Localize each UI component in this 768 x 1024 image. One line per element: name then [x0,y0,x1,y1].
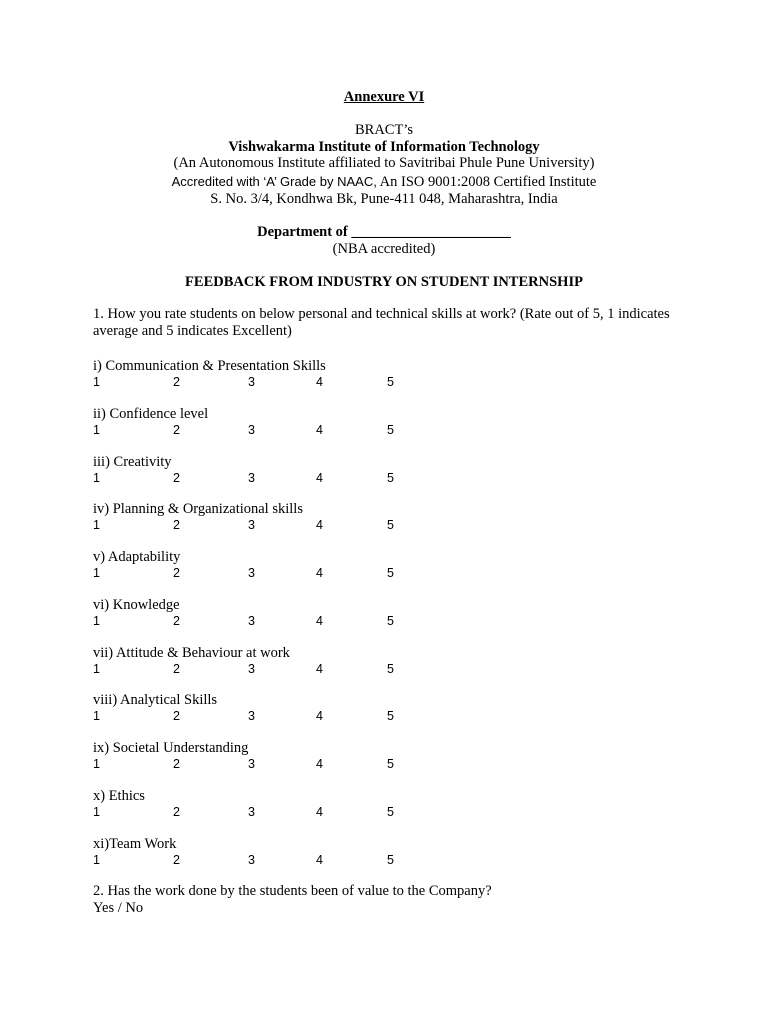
department-field: Department of ______________________ [257,224,511,240]
rating-option-4[interactable]: 4 [316,613,323,628]
rating-option-2[interactable]: 2 [173,566,180,580]
rating-option-1[interactable]: 1 [93,757,100,771]
rating-option-5[interactable]: 5 [387,757,394,771]
rating-option-2[interactable]: 2 [173,375,180,389]
rating-option-5[interactable]: 5 [387,375,394,389]
skill-label: vi) Knowledge [93,596,180,613]
skill-label: v) Adaptability [93,549,181,565]
annexure-title: Annexure VI [343,89,425,105]
affiliation-line: (An Autonomous Institute affiliated to Savitribai Phule Pune University) [173,155,595,171]
nba-note: (NBA accredited) [332,241,436,257]
rating-option-4[interactable]: 4 [316,757,323,771]
rating-option-1[interactable]: 1 [93,852,100,867]
rating-option-5[interactable]: 5 [387,709,394,724]
rating-option-1[interactable]: 1 [93,375,100,389]
rating-option-3[interactable]: 3 [248,375,255,389]
rating-option-3[interactable]: 3 [248,518,255,533]
rating-option-4[interactable]: 4 [316,422,323,437]
address-line: S. No. 3/4, Kondhwa Bk, Pune-411 048, Maharashtra, India [210,191,558,207]
rating-option-1[interactable]: 1 [93,470,100,485]
rating-option-4[interactable]: 4 [316,566,323,580]
rating-option-4[interactable]: 4 [316,375,323,389]
org-prefix: BRACT’s [354,122,413,138]
rating-option-3[interactable]: 3 [248,613,255,628]
rating-option-5[interactable]: 5 [387,661,394,676]
rating-option-5[interactable]: 5 [387,470,394,485]
rating-option-3[interactable]: 3 [248,709,255,724]
institute-name: Vishwakarma Institute of Information Technology [228,139,540,155]
rating-option-2[interactable]: 2 [173,422,180,437]
form-title: FEEDBACK FROM INDUSTRY ON STUDENT INTERNSHIP [185,274,583,290]
accreditation-iso: An ISO 9001:2008 Certified Institute [376,174,597,190]
rating-option-3[interactable]: 3 [248,661,255,676]
rating-option-4[interactable]: 4 [316,804,323,819]
skill-label: vii) Attitude & Behaviour at work [93,644,290,661]
rating-option-5[interactable]: 5 [387,852,394,867]
rating-option-3[interactable]: 3 [248,566,255,580]
rating-option-1[interactable]: 1 [93,661,100,676]
rating-option-5[interactable]: 5 [387,518,394,533]
skill-label: iii) Creativity [93,453,172,470]
rating-option-5[interactable]: 5 [387,422,394,437]
rating-option-3[interactable]: 3 [248,757,255,771]
accreditation-naac: Accredited with ‘A’ Grade by NAAC, [171,174,377,189]
skill-label: viii) Analytical Skills [93,692,218,709]
rating-option-2[interactable]: 2 [173,852,180,867]
rating-option-1[interactable]: 1 [93,566,100,580]
rating-option-5[interactable]: 5 [387,804,394,819]
skill-label: i) Communication & Presentation Skills [93,358,326,374]
skill-label: xi)Team Work [93,835,177,852]
rating-option-1[interactable]: 1 [93,422,100,437]
rating-option-2[interactable]: 2 [173,661,180,676]
rating-option-2[interactable]: 2 [173,757,180,771]
rating-option-2[interactable]: 2 [173,804,180,819]
rating-option-3[interactable]: 3 [248,470,255,485]
rating-option-1[interactable]: 1 [93,518,100,533]
skill-label: ix) Societal Understanding [93,740,249,756]
skill-label: x) Ethics [93,787,145,804]
rating-option-2[interactable]: 2 [173,518,180,533]
rating-option-2[interactable]: 2 [173,470,180,485]
rating-option-5[interactable]: 5 [387,613,394,628]
question-2: 2. Has the work done by the students been of value to the Company? [93,883,492,899]
skill-label: ii) Confidence level [93,405,209,422]
rating-option-3[interactable]: 3 [248,852,255,867]
question-1: 1. How you rate students on below personal and technical skills at work? (Rate out of 5, 1 indicates average and 5 indicates Excellent) [93,306,670,339]
rating-option-4[interactable]: 4 [316,470,323,485]
rating-option-5[interactable]: 5 [387,566,394,580]
rating-option-2[interactable]: 2 [173,709,180,724]
rating-option-1[interactable]: 1 [93,804,100,819]
rating-option-4[interactable]: 4 [316,852,323,867]
rating-option-4[interactable]: 4 [316,709,323,724]
accreditation-line [0,173,768,191]
rating-option-1[interactable]: 1 [93,613,100,628]
rating-option-1[interactable]: 1 [93,709,100,724]
question-2-options: Yes / No [93,900,144,916]
rating-option-3[interactable]: 3 [248,804,255,819]
rating-option-4[interactable]: 4 [316,661,323,676]
rating-option-3[interactable]: 3 [248,422,255,437]
skill-label: iv) Planning & Organizational skills [93,501,303,518]
rating-option-2[interactable]: 2 [173,613,180,628]
rating-option-4[interactable]: 4 [316,518,323,533]
